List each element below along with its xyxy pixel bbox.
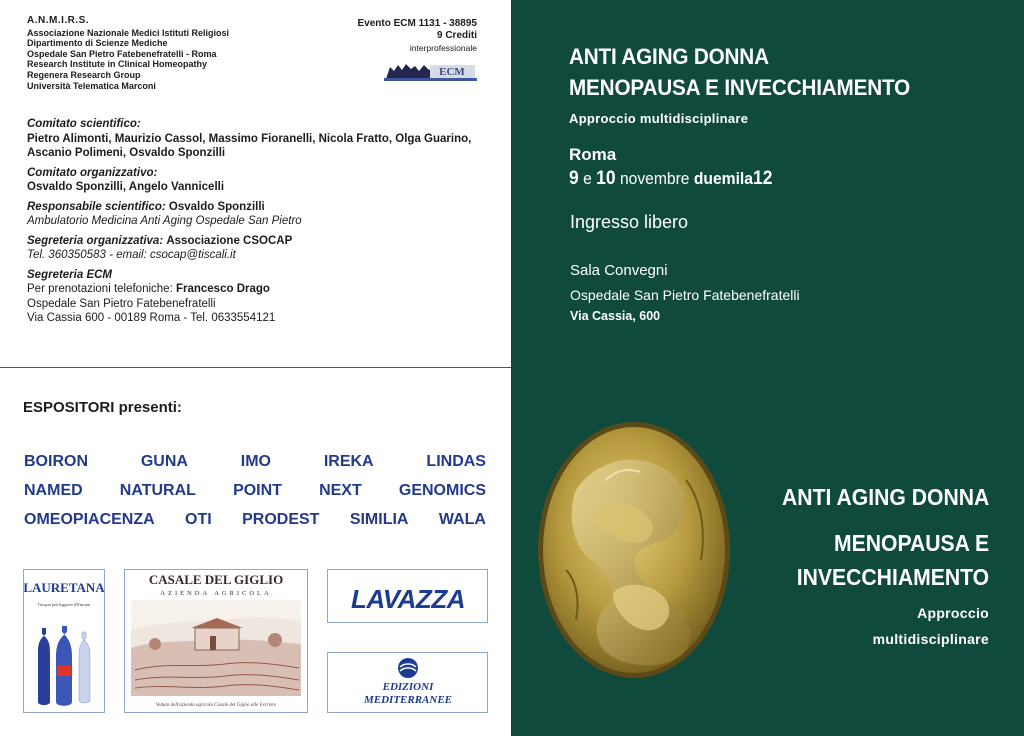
inner-left-page [0, 0, 512, 368]
cover-title-line3: INVECCHIAMENTO [796, 564, 989, 590]
exhibitor-name: LINDAS [426, 453, 486, 470]
event-subtitle: Approccio multidisciplinare [569, 111, 749, 126]
responsible-label: Responsabile scientifico: [27, 200, 166, 213]
front-cover-page [512, 368, 1024, 736]
date-day2: 10 [596, 168, 616, 189]
lavazza-logo [328, 570, 487, 622]
scientific-committee-label: Comitato scientifico: [27, 118, 141, 130]
exhibitor-name: POINT [233, 482, 282, 499]
giglio-subtitle: AZIENDA AGRICOLA [160, 590, 272, 597]
ecm-booking-name: Francesco Drago [175, 283, 270, 295]
exhibitor-name: OMEOPIACENZA [24, 511, 155, 528]
ecm-place: Ospedale San Pietro Fatebenefratelli [27, 297, 216, 310]
cover-subtitle [873, 600, 989, 652]
lauretana-tagline: l'acqua più leggera d'Europa [37, 602, 91, 607]
responsible-affiliation: Ambulatorio Medicina Anti Aging Ospedale San Pietro [27, 215, 302, 227]
event-title-line1: ANTI AGING DONNA [569, 44, 769, 69]
cover-subtitle-line1: Approccio [917, 605, 989, 621]
responsible-name: Osvaldo Sponzilli [168, 200, 265, 213]
ecm-block [357, 18, 477, 54]
lavazza-name: LAVAZZA [351, 584, 465, 614]
organization-line: Regenera Research Group [27, 69, 141, 80]
exhibitor-name: NAMED [24, 482, 83, 499]
exhibitor-name: NEXT [319, 482, 362, 499]
organization-block [27, 16, 229, 91]
ecm-logo [384, 59, 477, 81]
organization-line: Research Institute in Clinical Homeopathy [27, 59, 208, 70]
edizioni-line2: MEDITERRANEE [363, 694, 453, 706]
venue-hall: Sala Convegni [570, 262, 668, 279]
back-left-page [0, 368, 512, 736]
event-date [569, 168, 772, 190]
inner-right-page [512, 0, 1024, 368]
ecm-event-code: Evento ECM 1131 - 38895 [357, 18, 477, 29]
organization-acronym: A.N.M.I.R.S. [27, 15, 90, 26]
organizing-committee-label: Comitato organizzativo: [27, 166, 158, 179]
organization-line: Università Telematica Marconi [27, 80, 156, 91]
ecm-booking-prefix: Per prenotazioni telefoniche: [27, 283, 173, 295]
exhibitor-name: NATURAL [119, 482, 196, 499]
organization-line: Dipartimento di Scienze Mediche [27, 38, 168, 49]
exhibitors-row [24, 482, 486, 500]
organizing-committee-names: Osvaldo Sponzilli, Angelo Vannicelli [27, 181, 225, 193]
lauretana-logo [24, 570, 104, 712]
giglio-caption: Veduta dell'azienda agricola Casale del Giglio alle Ferriere [155, 703, 277, 708]
exhibitor-name: GUNA [140, 453, 188, 470]
edizioni-line1: EDIZIONI [382, 681, 434, 693]
fold-line-vertical [511, 0, 512, 736]
date-year-num: 12 [752, 168, 773, 189]
ecm-credits: 9 Crediti [436, 30, 477, 41]
edizioni-mediterranee-logo-box [327, 652, 488, 713]
ecm-logo-text: ECM [439, 66, 465, 78]
date-and: e [583, 169, 592, 188]
edizioni-mediterranee-logo [328, 653, 487, 712]
lauretana-logo-box [23, 569, 105, 713]
lavazza-logo-box [327, 569, 488, 623]
exhibitor-name: BOIRON [24, 453, 88, 470]
scientific-committee-names: Pietro Alimonti, Maurizio Cassol, Massimo Fioranelli, Nicola Fratto, Olga Guarino, Ascanio Polimeni, Osvaldo Sponzilli [27, 132, 472, 159]
exhibitor-name: SIMILIA [349, 511, 409, 528]
ecm-secretariat-label: Segreteria ECM [27, 268, 113, 281]
date-day1: 9 [569, 168, 579, 189]
secretariat-name: Associazione CSOCAP [166, 234, 293, 247]
lauretana-name: LAURETANA [24, 580, 104, 595]
cover-title-line2: MENOPAUSA E [833, 530, 989, 556]
event-title [569, 41, 910, 103]
entry-info: Ingresso libero [570, 212, 689, 232]
ecm-type: interprofessionale [409, 43, 477, 53]
exhibitors-heading: ESPOSITORI presenti: [23, 399, 182, 416]
cover-title-rest [797, 526, 989, 594]
exhibitor-name: GENOMICS [398, 482, 486, 499]
casale-del-giglio-logo [125, 570, 307, 712]
event-city: Roma [569, 145, 617, 164]
golden-medal-image [536, 420, 732, 680]
date-month: novembre [619, 169, 690, 188]
venue-name: Ospedale San Pietro Fatebenefratelli [570, 287, 800, 303]
exhibitors-row [24, 511, 486, 529]
exhibitor-name: PRODEST [242, 511, 320, 528]
exhibitor-name: IMO [240, 453, 271, 470]
fold-line-horizontal [0, 367, 512, 368]
exhibitors-row [24, 453, 486, 471]
exhibitor-name: WALA [438, 511, 486, 528]
date-year-word: duemila [693, 169, 753, 188]
organization-line: Associazione Nazionale Medici Istituti Religiosi [27, 27, 230, 38]
secretariat-label: Segreteria organizzativa: [27, 234, 164, 247]
committees [27, 117, 482, 331]
event-title-line2: MENOPAUSA E INVECCHIAMENTO [569, 75, 911, 100]
cover-subtitle-line2: multidisciplinare [872, 631, 989, 647]
exhibitor-name: OTI [185, 511, 212, 528]
venue-address: Via Cassia, 600 [570, 309, 661, 323]
organization-line: Ospedale San Pietro Fatebenefratelli - Roma [27, 48, 217, 59]
exhibitor-name: IREKA [323, 453, 374, 470]
casale-del-giglio-logo-box [124, 569, 308, 713]
cover-title-line1: ANTI AGING DONNA [781, 484, 989, 510]
ecm-address: Via Cassia 600 - 00189 Roma - Tel. 0633554121 [27, 312, 276, 324]
giglio-name: CASALE DEL GIGLIO [148, 572, 284, 587]
secretariat-contact: Tel. 360350583 - email: csocap@tiscali.it [27, 249, 236, 261]
